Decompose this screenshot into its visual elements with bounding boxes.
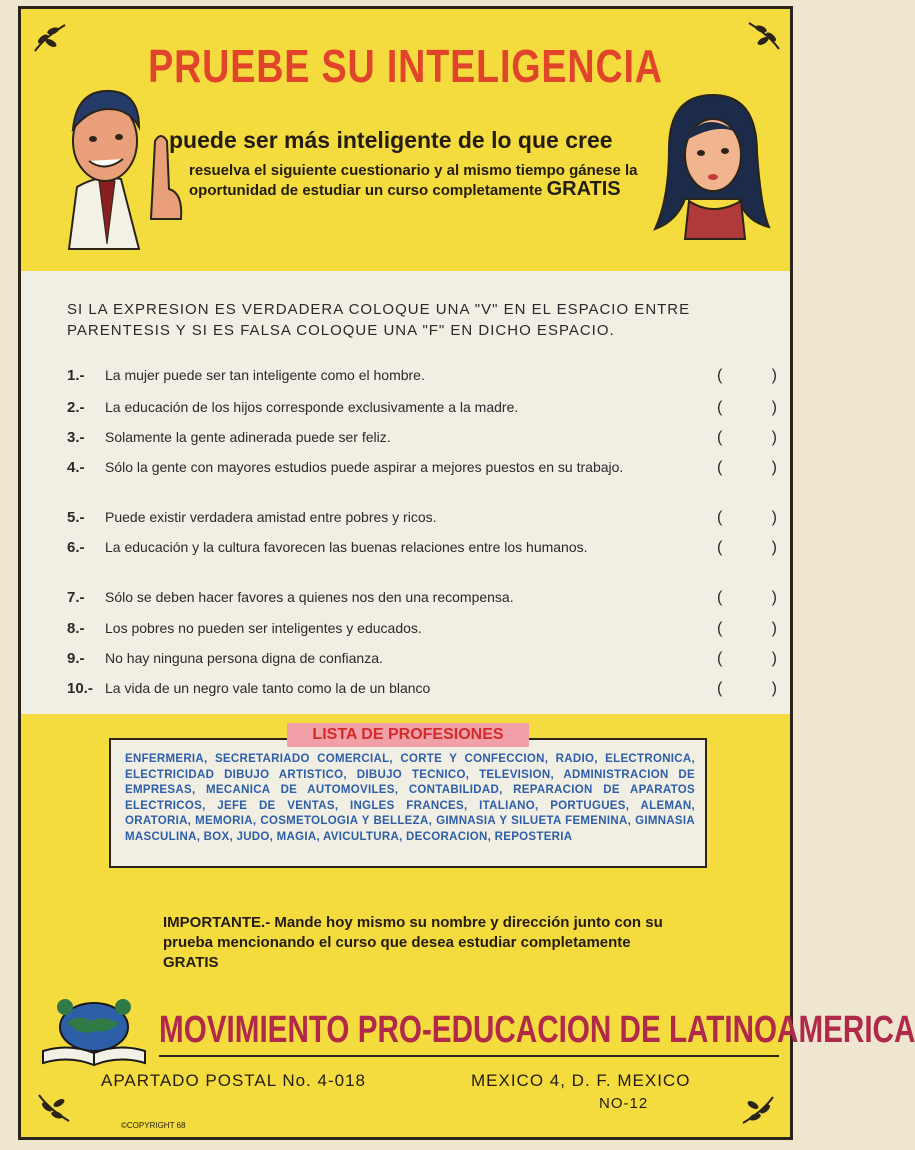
paren-open: ( [717, 539, 723, 556]
paren-open: ( [717, 459, 723, 476]
question-text: La vida de un negro vale tanto como la de un blanco [105, 680, 431, 696]
answer-blank[interactable] [717, 537, 777, 558]
paren-open: ( [717, 399, 723, 416]
question-text: Sólo la gente con mayores estudios puede aspirar a mejores puestos en su trabajo. [105, 459, 624, 475]
question-item [67, 457, 777, 478]
subtitle: puede ser más inteligente de lo que cree [169, 127, 613, 153]
answer-blank[interactable] [717, 587, 777, 608]
organization-name: MOVIMIENTO PRO-EDUCACION DE LATINOAMERICA [159, 1009, 915, 1051]
issue-code: NO-12 [599, 1095, 649, 1112]
globe-book-logo-icon [39, 993, 149, 1073]
paren-close: ) [771, 459, 777, 476]
professions-label: LISTA DE PROFESIONES [287, 723, 529, 747]
paren-close: ) [771, 399, 777, 416]
question-number: 4.- [67, 459, 85, 476]
advertisement-page [18, 6, 915, 1140]
question-text: Puede existir verdadera amistad entre pobres y ricos. [105, 509, 437, 525]
paren-open: ( [717, 429, 723, 446]
answer-blank[interactable] [717, 648, 777, 669]
question-item [67, 587, 777, 608]
answer-blank[interactable] [717, 507, 777, 528]
question-text: No hay ninguna persona digna de confianza. [105, 650, 383, 666]
intro-text [189, 161, 659, 200]
question-number: 3.- [67, 429, 85, 446]
quiz-instructions: SI LA EXPRESION ES VERDADERA COLOQUE UNA "V" EN EL ESPACIO ENTRE PARENTESIS Y SI ES FALSA COLOQUE UNA "F" EN DICHO ESPACIO. [67, 301, 691, 339]
question-item [67, 397, 777, 418]
paren-open: ( [717, 367, 723, 384]
quiz-section [21, 271, 790, 714]
postal-address: APARTADO POSTAL No. 4-018 [101, 1071, 366, 1090]
question-text: Solamente la gente adinerada puede ser feliz. [105, 429, 391, 445]
paren-close: ) [771, 680, 777, 697]
answer-blank[interactable] [717, 427, 777, 448]
question-number: 1.- [67, 367, 85, 384]
question-item [67, 365, 777, 386]
question-item [67, 618, 777, 639]
paren-open: ( [717, 620, 723, 637]
paren-close: ) [771, 589, 777, 606]
question-item [67, 648, 777, 669]
answer-blank[interactable] [717, 678, 777, 699]
question-number: 10.- [67, 680, 93, 697]
professions-box: ENFERMERIA, SECRETARIADO COMERCIAL, CORTE Y CONFECCION, RADIO, ELECTRONICA, ELECTRICIDAD DIBUJO ARTISTICO, DIBUJO TECNICO, TELEVISION, ADMINISTRACION DE EMPRESAS, MECANICA DE AUTOMOVILES, CONTABILIDAD, REPARACION DE APARATOS ELECTRICOS, JEFE DE VENTAS, INGLES FRANCES, ITALIANO, PORTUGUES, ALEMAN, ORATORIA, MEMORIA, COSMETOLOGIA Y BELLEZA, GIMNASIA Y SILUETA FEMENINA, GIMNASIA MASCULINA, BOX, JUDO, MAGIA, AVICULTURA, DECORACION, REPOSTERIA [109, 738, 707, 868]
question-text: Los pobres no pueden ser inteligentes y educados. [105, 620, 422, 636]
question-item [67, 427, 777, 448]
question-number: 9.- [67, 650, 85, 667]
corner-ornament-icon [743, 17, 783, 53]
question-number: 2.- [67, 399, 85, 416]
paren-close: ) [771, 539, 777, 556]
paren-open: ( [717, 509, 723, 526]
important-notice: IMPORTANTE.- Mande hoy mismo su nombre y dirección junto con su prueba mencionando el curso que desea estudiar completamente GRATIS [163, 914, 663, 971]
question-number: 8.- [67, 620, 85, 637]
answer-blank[interactable] [717, 365, 777, 386]
gratis-emphasis: GRATIS [546, 178, 621, 200]
paren-open: ( [717, 589, 723, 606]
question-text: La educación y la cultura favorecen las buenas relaciones entre los humanos. [105, 539, 588, 555]
question-number: 5.- [67, 509, 85, 526]
answer-blank[interactable] [717, 457, 777, 478]
paren-close: ) [771, 429, 777, 446]
question-number: 6.- [67, 539, 85, 556]
answer-blank[interactable] [717, 618, 777, 639]
question-text: La educación de los hijos corresponde exclusivamente a la madre. [105, 399, 519, 415]
question-item [67, 678, 777, 699]
answer-blank[interactable] [717, 397, 777, 418]
question-text: La mujer puede ser tan inteligente como el hombre. [105, 367, 425, 383]
paren-open: ( [717, 680, 723, 697]
question-item [67, 537, 777, 558]
question-text: Sólo se deben hacer favores a quienes nos den una recompensa. [105, 589, 514, 605]
corner-ornament-icon [31, 19, 71, 55]
corner-ornament-icon [737, 1093, 777, 1129]
organization-underline [159, 1055, 779, 1057]
man-pointing-illustration [59, 69, 189, 249]
city-address: MEXICO 4, D. F. MEXICO [471, 1071, 691, 1090]
intro-body: resuelva el siguiente cuestionario y al mismo tiempo gánese la oportunidad de estudiar un curso completamente [189, 162, 638, 199]
paren-close: ) [771, 509, 777, 526]
corner-ornament-icon [35, 1091, 75, 1127]
paren-open: ( [717, 650, 723, 667]
question-item [67, 507, 777, 528]
paren-close: ) [771, 650, 777, 667]
question-number: 7.- [67, 589, 85, 606]
paren-close: ) [771, 620, 777, 637]
page-title: PRUEBE SU INTELIGENCIA [148, 40, 663, 92]
copyright-notice: ©COPYRIGHT 68 [121, 1121, 186, 1130]
paren-close: ) [771, 367, 777, 384]
woman-portrait-illustration [649, 89, 769, 239]
